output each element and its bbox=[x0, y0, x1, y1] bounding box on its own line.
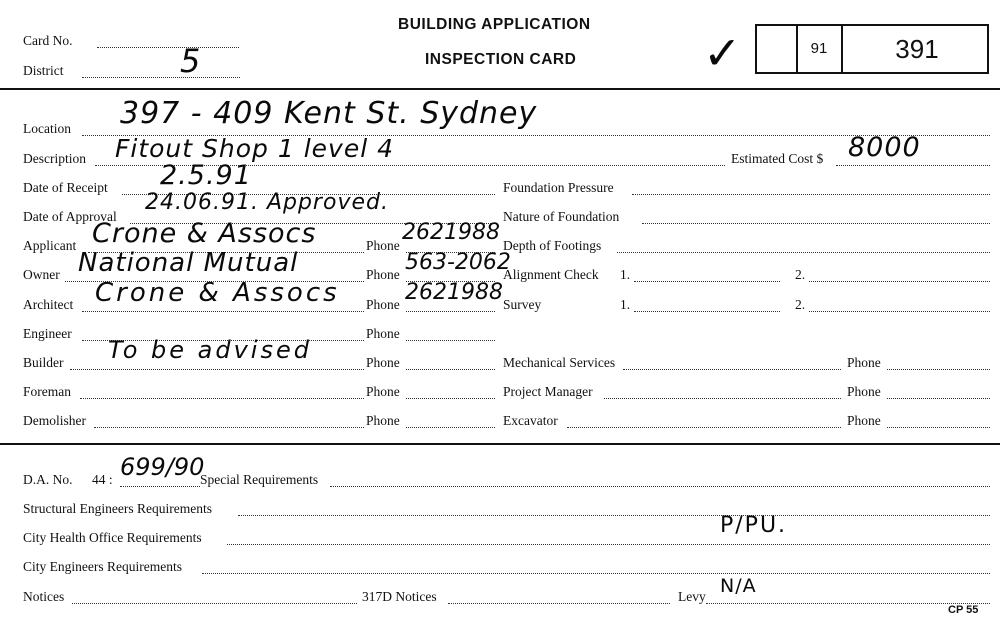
demolisher-phone-label: Phone bbox=[366, 413, 400, 428]
form-code: CP 55 bbox=[948, 604, 979, 616]
description-value: Fitout Shop 1 level 4 bbox=[115, 134, 394, 163]
mechanical-phone-field[interactable] bbox=[887, 369, 990, 370]
date-receipt-label: Date of Receipt bbox=[23, 180, 108, 195]
check-mark-icon: ✓ bbox=[703, 26, 743, 80]
builder-label: Builder bbox=[23, 355, 64, 370]
demolisher-field[interactable] bbox=[94, 427, 364, 428]
da-number-field[interactable] bbox=[120, 486, 200, 487]
da-number-label: D.A. No. bbox=[23, 472, 73, 487]
depth-footings-field[interactable] bbox=[617, 252, 990, 253]
survey-1-field[interactable] bbox=[634, 311, 780, 312]
project-manager-phone-label: Phone bbox=[847, 384, 881, 399]
project-manager-field[interactable] bbox=[604, 398, 841, 399]
mechanical-services-label: Mechanical Services bbox=[503, 355, 616, 370]
foreman-phone-field[interactable] bbox=[406, 398, 495, 399]
card-no-field[interactable] bbox=[97, 47, 239, 48]
owner-label: Owner bbox=[23, 267, 60, 282]
box-large-number: 391 bbox=[895, 34, 939, 64]
notices-317d-label: 317D Notices bbox=[362, 589, 437, 604]
alignment-check-1-field[interactable] bbox=[634, 281, 780, 282]
applicant-label: Applicant bbox=[23, 238, 77, 253]
date-receipt-value: 2.5.91 bbox=[160, 160, 252, 191]
district-label: District bbox=[23, 63, 64, 78]
district-field[interactable] bbox=[82, 77, 240, 78]
engineer-phone-field[interactable] bbox=[406, 340, 495, 341]
survey-label: Survey bbox=[503, 297, 542, 312]
owner-phone-value: 563-2062 bbox=[405, 250, 511, 275]
demolisher-phone-field[interactable] bbox=[406, 427, 495, 428]
estimated-cost-value: 8000 bbox=[848, 132, 921, 163]
excavator-phone-label: Phone bbox=[847, 413, 881, 428]
architect-label: Architect bbox=[23, 297, 74, 312]
box-divider bbox=[841, 24, 843, 74]
project-manager-label: Project Manager bbox=[503, 384, 593, 399]
architect-field[interactable] bbox=[82, 311, 364, 312]
box-divider bbox=[796, 24, 798, 74]
form-title-line2: INSPECTION CARD bbox=[425, 51, 577, 68]
da-number-prefix: 44 : bbox=[92, 472, 113, 487]
health-requirements-value: P/PU. bbox=[720, 513, 788, 538]
depth-footings-label: Depth of Footings bbox=[503, 238, 602, 253]
nature-foundation-label: Nature of Foundation bbox=[503, 209, 620, 224]
applicant-phone-label: Phone bbox=[366, 238, 400, 253]
project-manager-phone-field[interactable] bbox=[887, 398, 990, 399]
engineer-label: Engineer bbox=[23, 326, 72, 341]
section-divider bbox=[0, 443, 1000, 445]
foreman-label: Foreman bbox=[23, 384, 71, 399]
mechanical-phone-label: Phone bbox=[847, 355, 881, 370]
architect-phone-value: 2621988 bbox=[405, 280, 503, 305]
owner-phone-label: Phone bbox=[366, 267, 400, 282]
estimated-cost-label: Estimated Cost $ bbox=[731, 151, 824, 166]
city-engineers-field[interactable] bbox=[202, 573, 990, 574]
health-requirements-field[interactable] bbox=[227, 544, 990, 545]
city-engineers-label: City Engineers Requirements bbox=[23, 559, 182, 574]
alignment-check-2-field[interactable] bbox=[809, 281, 990, 282]
builder-phone-field[interactable] bbox=[406, 369, 495, 370]
mechanical-services-field[interactable] bbox=[623, 369, 841, 370]
applicant-phone-value: 2621988 bbox=[402, 220, 500, 245]
excavator-label: Excavator bbox=[503, 413, 558, 428]
card-no-label: Card No. bbox=[23, 33, 73, 48]
estimated-cost-field[interactable] bbox=[836, 165, 990, 166]
foreman-field[interactable] bbox=[80, 398, 364, 399]
description-label: Description bbox=[23, 151, 86, 166]
special-requirements-field[interactable] bbox=[330, 486, 990, 487]
builder-value: To be advised bbox=[108, 336, 312, 364]
structural-requirements-label: Structural Engineers Requirements bbox=[23, 501, 212, 516]
alignment-check-2-label: 2. bbox=[795, 267, 806, 282]
survey-2-field[interactable] bbox=[809, 311, 990, 312]
alignment-check-label: Alignment Check bbox=[503, 267, 599, 282]
da-number-value: 699/90 bbox=[120, 453, 205, 481]
notices-label: Notices bbox=[23, 589, 65, 604]
demolisher-label: Demolisher bbox=[23, 413, 86, 428]
builder-field[interactable] bbox=[70, 369, 364, 370]
nature-foundation-field[interactable] bbox=[642, 223, 990, 224]
alignment-check-1-label: 1. bbox=[620, 267, 631, 282]
levy-label: Levy bbox=[678, 589, 706, 604]
excavator-phone-field[interactable] bbox=[887, 427, 990, 428]
health-requirements-label: City Health Office Requirements bbox=[23, 530, 202, 545]
notices-317d-field[interactable] bbox=[448, 603, 670, 604]
header-divider bbox=[0, 88, 1000, 90]
notices-field[interactable] bbox=[72, 603, 357, 604]
foreman-phone-label: Phone bbox=[366, 384, 400, 399]
levy-value: N/A bbox=[720, 575, 757, 597]
foundation-pressure-label: Foundation Pressure bbox=[503, 180, 614, 195]
architect-value: Crone & Assocs bbox=[95, 278, 340, 308]
box-small-number: 91 bbox=[810, 40, 828, 57]
survey-1-label: 1. bbox=[620, 297, 631, 312]
location-value: 397 - 409 Kent St. Sydney bbox=[120, 96, 538, 131]
engineer-phone-label: Phone bbox=[366, 326, 400, 341]
structural-requirements-field[interactable] bbox=[238, 515, 990, 516]
date-approval-label: Date of Approval bbox=[23, 209, 117, 224]
applicant-value: Crone & Assocs bbox=[92, 218, 317, 249]
date-approval-value: 24.06.91. Approved. bbox=[145, 190, 389, 215]
excavator-field[interactable] bbox=[567, 427, 841, 428]
architect-phone-field[interactable] bbox=[406, 311, 495, 312]
special-requirements-label: Special Requirements bbox=[200, 472, 319, 487]
survey-2-label: 2. bbox=[795, 297, 806, 312]
owner-value: National Mutual bbox=[78, 248, 299, 278]
location-label: Location bbox=[23, 121, 71, 136]
form-title-line1: BUILDING APPLICATION bbox=[398, 16, 591, 33]
builder-phone-label: Phone bbox=[366, 355, 400, 370]
district-value: 5 bbox=[180, 42, 202, 80]
foundation-pressure-field[interactable] bbox=[632, 194, 990, 195]
architect-phone-label: Phone bbox=[366, 297, 400, 312]
